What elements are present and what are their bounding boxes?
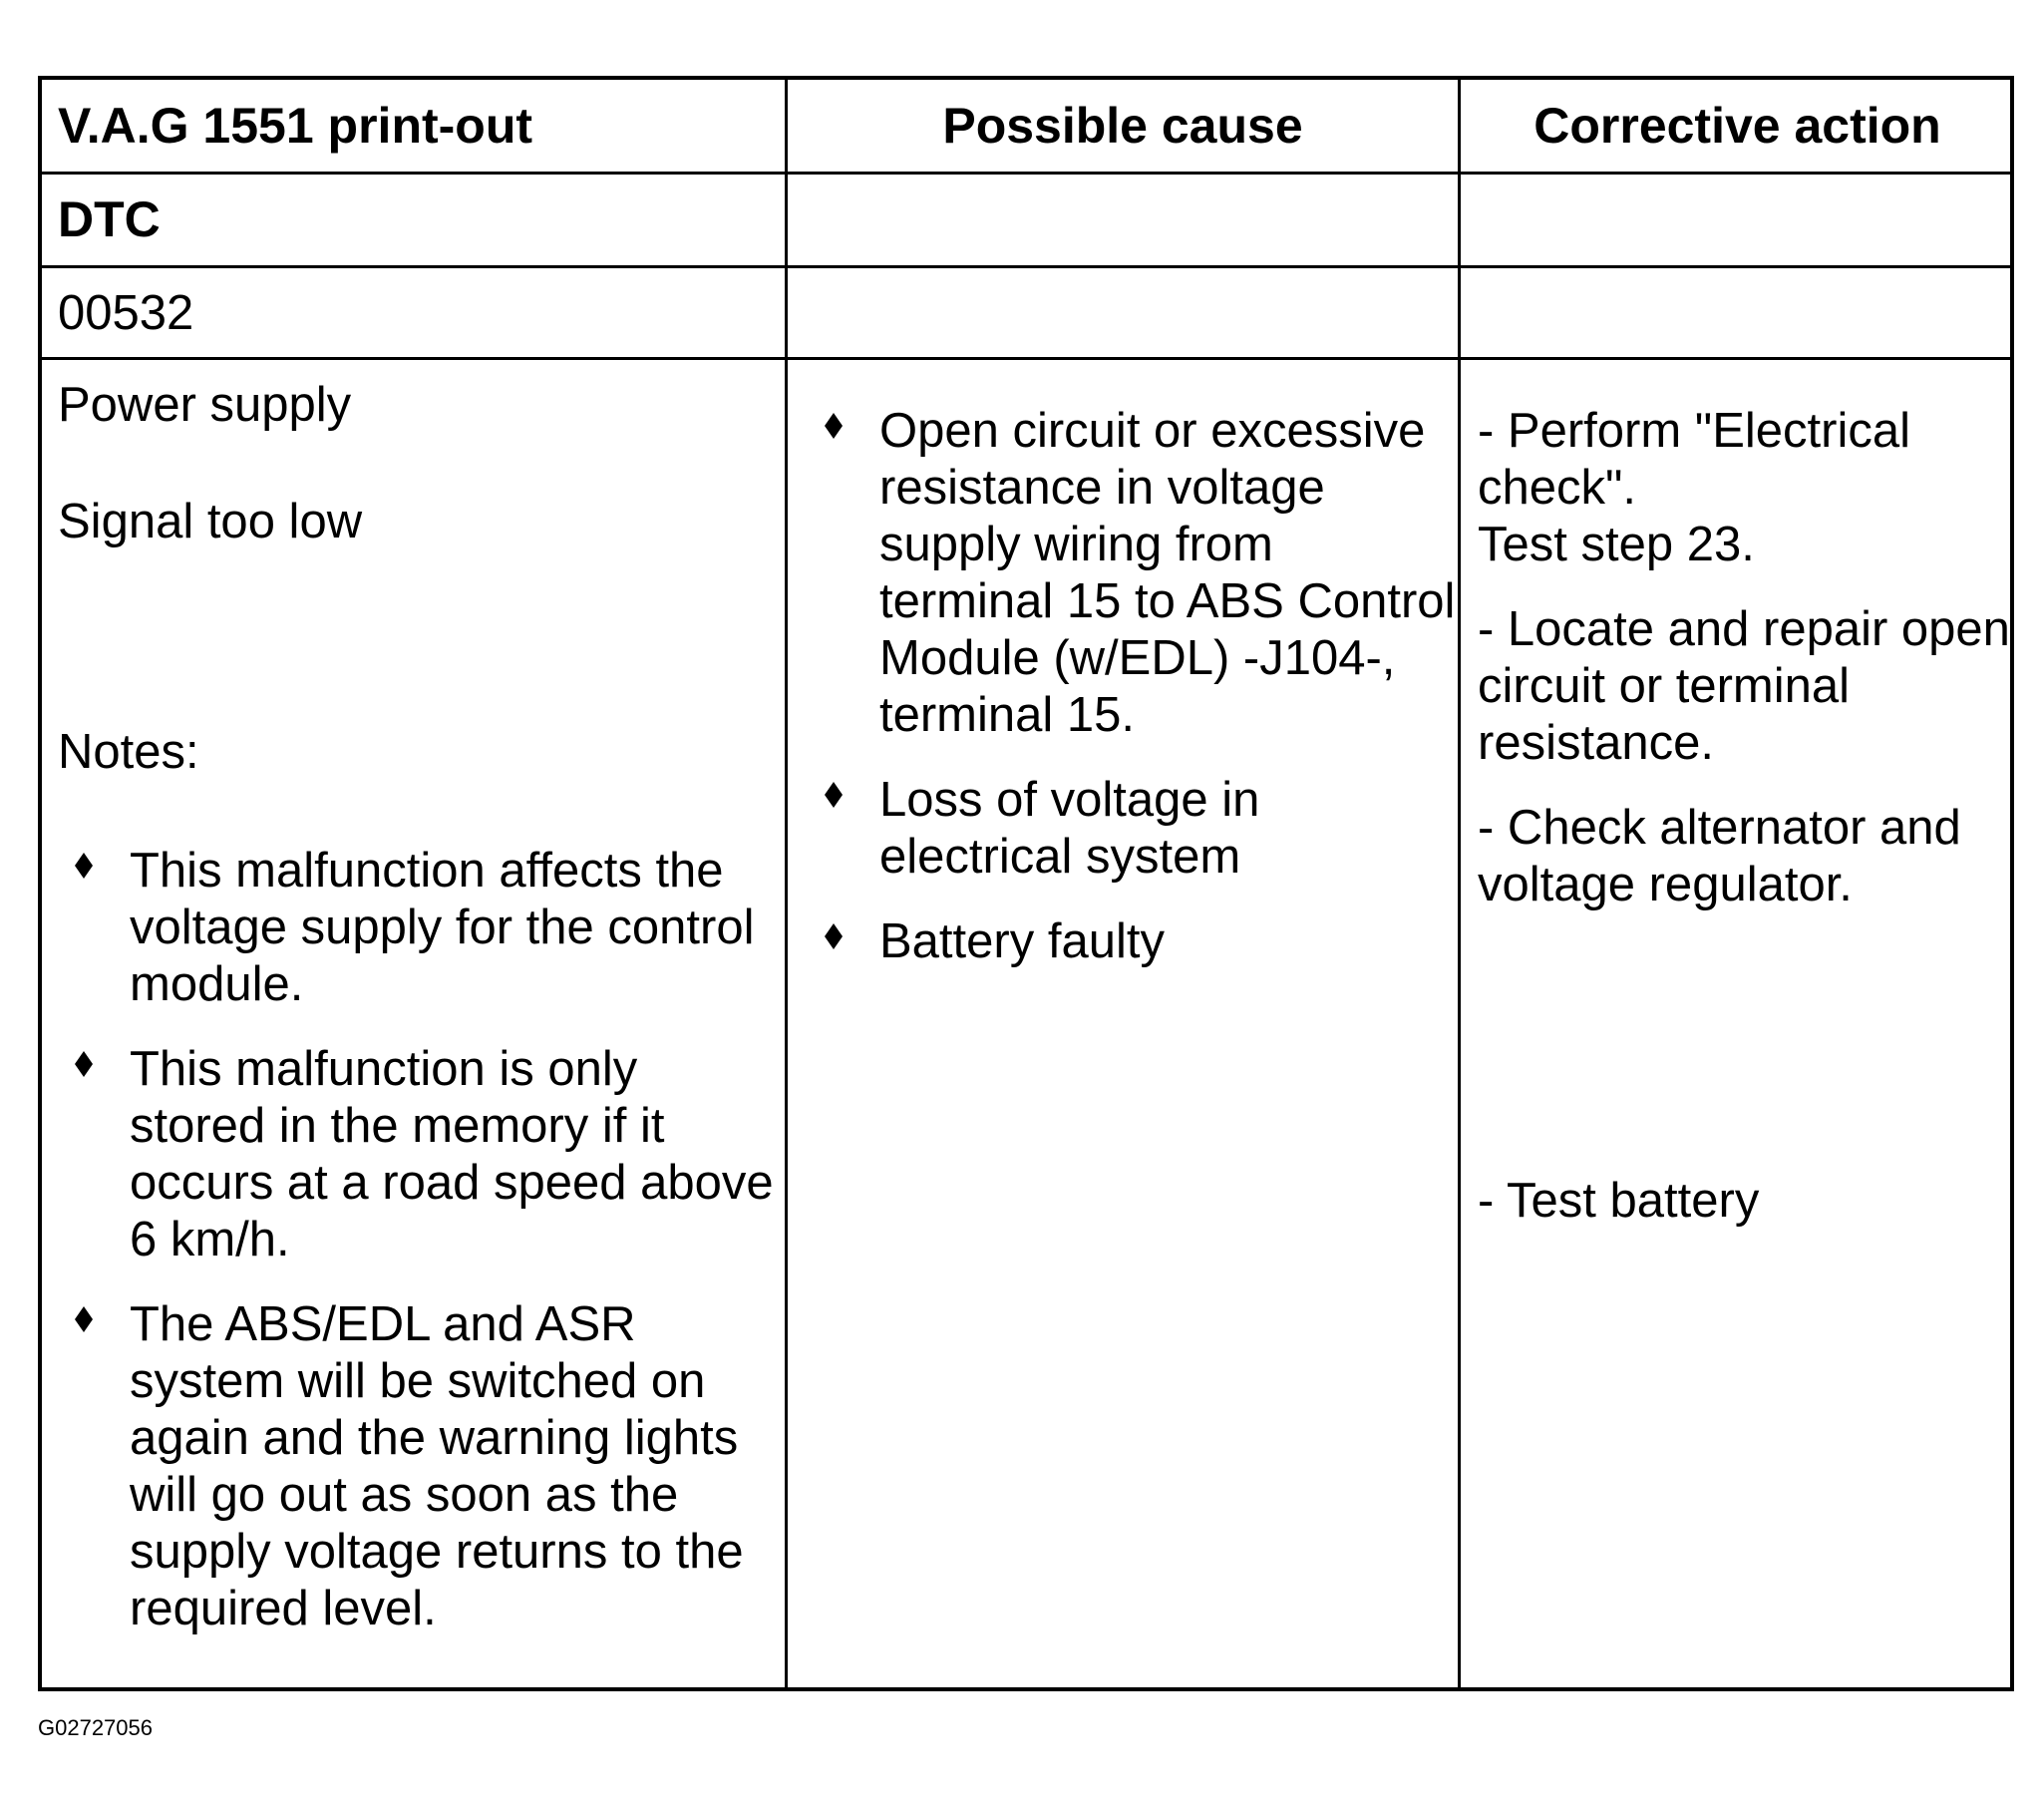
row-divider <box>42 172 2010 175</box>
diagnostic-table <box>38 76 2014 1691</box>
action-battery: - Test battery <box>1478 1174 1760 1228</box>
bullet-diamond-icon <box>818 780 850 812</box>
notes-label: Notes: <box>58 725 199 779</box>
list-item <box>58 1296 776 1637</box>
bullet-diamond-icon <box>68 1049 100 1081</box>
cause-text: Open circuit or excessive resistance in voltage supply wiring from terminal 15 to ABS Control Module (w/EDL) -J104-, terminal 15. <box>879 404 1456 742</box>
column-divider <box>1458 80 1461 1687</box>
corrective-actions <box>1478 403 2011 1258</box>
bullet-diamond-icon <box>818 921 850 953</box>
cause-text: Loss of voltage in electrical system <box>879 773 1260 884</box>
row-divider <box>42 265 2010 268</box>
action-test-step: Test step 23. <box>1478 518 1755 571</box>
action-electrical-check: - Perform "Electrical check". <box>1478 404 1910 515</box>
note-text: This malfunction is only stored in the memory if it occurs at a road speed above 6 km/h. <box>130 1042 774 1266</box>
fault-description <box>58 377 776 1665</box>
fault-condition: Signal too low <box>58 495 363 548</box>
note-text: This malfunction affects the voltage supply for the control module. <box>130 844 755 1011</box>
row-divider <box>42 357 2010 360</box>
causes-list <box>808 403 1456 970</box>
column-divider <box>785 80 788 1687</box>
notes-list <box>58 843 776 1637</box>
header-printout: V.A.G 1551 print-out <box>58 98 533 154</box>
action-alternator: - Check alternator and voltage regulator. <box>1478 801 1961 911</box>
figure-id: G02727056 <box>38 1715 153 1740</box>
list-item <box>58 843 776 1013</box>
note-text: The ABS/EDL and ASR system will be switched on again and the warning lights will go out as soon as the supply voltage returns to the required level. <box>130 1297 744 1635</box>
list-item <box>58 1041 776 1268</box>
possible-causes <box>808 403 1456 998</box>
bullet-diamond-icon <box>68 851 100 883</box>
list-item <box>808 772 1456 886</box>
dtc-label: DTC <box>58 191 161 247</box>
list-item <box>808 913 1456 970</box>
list-item <box>808 403 1456 744</box>
action-repair: - Locate and repair open circuit or terminal resistance. <box>1478 602 2010 770</box>
dtc-code: 00532 <box>58 286 194 340</box>
fault-name: Power supply <box>58 378 352 432</box>
header-corrective-action: Corrective action <box>1533 98 1941 154</box>
bullet-diamond-icon <box>818 411 850 443</box>
cause-text: Battery faulty <box>879 914 1165 968</box>
header-possible-cause: Possible cause <box>942 98 1303 154</box>
bullet-diamond-icon <box>68 1304 100 1336</box>
